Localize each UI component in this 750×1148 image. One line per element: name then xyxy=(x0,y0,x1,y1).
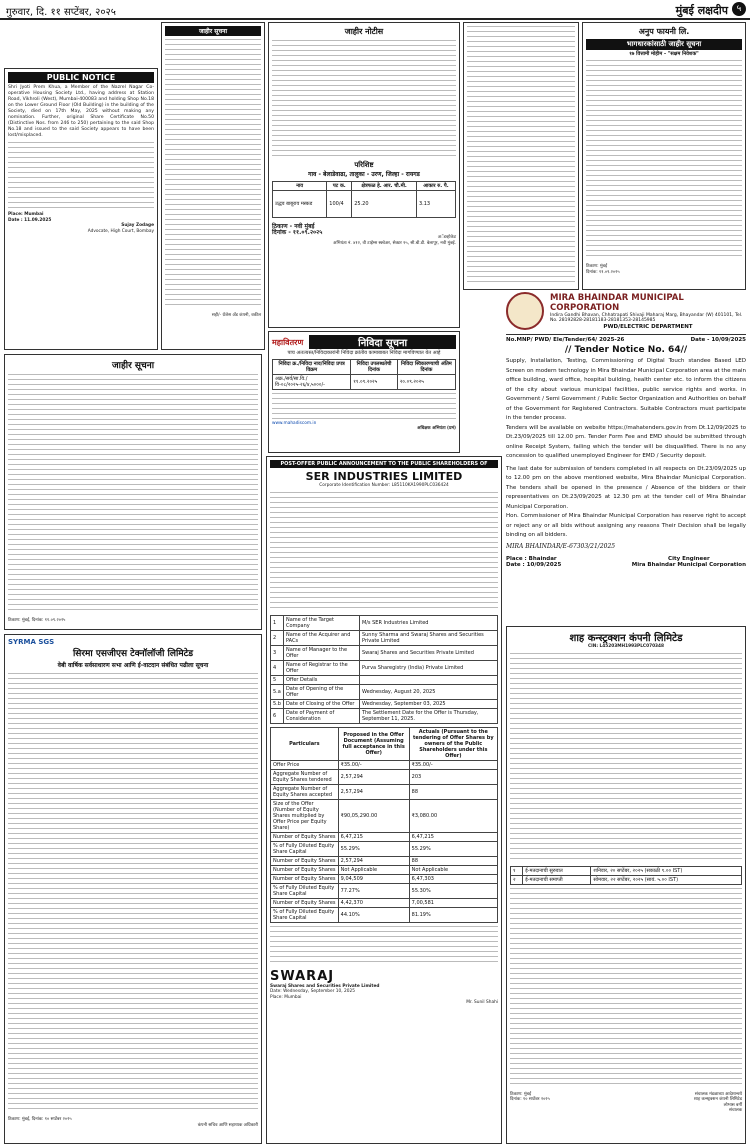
table-header: क्षेत्रफळ हे. आर. चौ.मी. xyxy=(352,182,417,191)
table-cell: उद्धव बाबूराव मस्कड xyxy=(273,191,327,218)
ser-band: POST-OFFER PUBLIC ANNOUNCEMENT TO THE PUBLIC SHAREHOLDERS OF xyxy=(270,460,498,468)
table-cell: 5.a xyxy=(271,684,284,699)
table-cell: The Settlement Date for the Offer is Thursday, September 11, 2025. xyxy=(359,708,497,723)
anup-title: भागधारकांसाठी जाहीर सूचना xyxy=(586,39,742,50)
swaraj-name: Swaraj Shares and Securities Private Limited xyxy=(270,983,380,989)
table-cell: Number of Equity Shares xyxy=(271,898,339,907)
table-row xyxy=(271,907,498,922)
table-cell: Name of the Acquirer and PACs xyxy=(283,630,359,645)
table-cell: ११.०९.२०२५ xyxy=(351,374,398,389)
table-cell: Name of the Target Company xyxy=(283,615,359,630)
jahir-title: जाहीर सूचना xyxy=(111,361,155,371)
mbmc-body2: Tenders will be available on website https://mahatenders.gov.in from Dt.12/09/2025 to Dt.23/09/2025 till 12.00 pm. Tender Form Fee and EMD should be submitted through online Receipt System, failing which the tender will be disqualified. There is no any concession to qualified unemployed Engineer for EMD / Security deposit. xyxy=(506,424,746,459)
mbmc-signer: City Engineer xyxy=(668,555,710,562)
notice-date: Date : 11.09.2025 xyxy=(8,217,52,223)
table-cell: Sunny Sharma and Swaraj Shares and Securities Private Limited xyxy=(359,630,497,645)
page-header xyxy=(0,0,750,20)
ser-table xyxy=(270,615,498,724)
mahavitaran-website[interactable]: www.mahadiscom.in xyxy=(272,420,317,426)
shah-signer-name: लोभास बर्गी xyxy=(723,1102,742,1108)
shah-signer: संचालक मंडळाच्या आदेशान्वये xyxy=(694,1091,742,1097)
table-cell: 2,57,294 xyxy=(338,769,409,784)
table-cell: Number of Equity Shares xyxy=(271,865,339,874)
table-cell: 55.30% xyxy=(409,883,497,898)
table-row xyxy=(271,615,498,630)
table-row xyxy=(271,630,498,645)
ser-industries xyxy=(266,456,502,1144)
marathi-notice-subhead: परिशिष्ट xyxy=(354,161,374,169)
table-cell: % of Fully Diluted Equity Share Capital xyxy=(271,907,339,922)
syrma-subtitle: वेबी वार्षिक सर्वसाधारण सभा आणि ई-वाटदान संबंधित पढीला सूचना xyxy=(57,662,209,669)
table-cell xyxy=(359,675,497,684)
table-cell: Date of Payment of Consideration xyxy=(283,708,359,723)
table-row xyxy=(271,645,498,660)
table-cell: Wednesday, September 03, 2025 xyxy=(359,699,497,708)
shah-signer-role: संचालक xyxy=(729,1108,742,1114)
table-header: नाव xyxy=(273,182,327,191)
mahavitaran-tender xyxy=(268,331,460,453)
shah-signer-org: शाह कन्स्ट्रक्शन कंपनी लिमिटेड xyxy=(693,1097,742,1103)
mbmc-notice: // Tender Notice No. 64// xyxy=(564,345,688,355)
table-row xyxy=(271,684,498,699)
table-cell: Not Applicable xyxy=(409,865,497,874)
table-cell: Offer Price xyxy=(271,760,339,769)
ser-date: Date: Wednesday, September 10, 2025 xyxy=(270,989,355,995)
table-row xyxy=(271,708,498,723)
mahavitaran-table xyxy=(272,359,456,390)
table-cell: Name of Registrar to the Offer xyxy=(283,660,359,675)
table-cell: 5 xyxy=(271,675,284,684)
table-cell: 77.27% xyxy=(338,883,409,898)
table-cell: 6,47,303 xyxy=(409,874,497,883)
table-cell: 6,47,215 xyxy=(338,832,409,841)
table-cell: 55.29% xyxy=(409,841,497,856)
notice-signer-role: Advocate, High Court, Bombay xyxy=(87,228,154,234)
table-header: पट क. xyxy=(327,182,352,191)
marathi-notice xyxy=(268,22,460,328)
table-cell: Size of the Offer (Number of Equity Shares multiplied by Offer Price per Equity Share) xyxy=(271,799,339,832)
anup-company: अनुप फायनी लि. xyxy=(638,27,690,36)
mahavitaran-logo: महावितरण xyxy=(272,337,304,347)
table-cell: 203 xyxy=(409,769,497,784)
small-notice-col xyxy=(161,22,265,350)
mbmc-dt: Date : 10/09/2025 xyxy=(506,561,562,568)
table-cell: ₹35.00/- xyxy=(338,760,409,769)
table-header: निविदा क्र./निविदा नाव/निविदा प्रपत्र विक्रम xyxy=(273,359,351,374)
mbmc-name: MIRA BHAINDAR MUNICIPAL CORPORATION xyxy=(550,292,684,313)
public-notice xyxy=(4,68,158,350)
syrma-logo: SYRMA SGS xyxy=(8,638,55,646)
table-header: आकार रु. पै. xyxy=(416,182,455,191)
table-cell: 6,47,215 xyxy=(409,832,497,841)
syrma-signer: कंपनी सचिव आणि सहाय्यक अधिकारी xyxy=(197,1122,258,1128)
ser-signer: Mr. Sunil Shahi xyxy=(466,1000,498,1006)
mahavitaran-signer: अधिक्षक अभियंता (प्रमं) xyxy=(417,426,456,432)
syrma-notice xyxy=(4,634,262,1144)
table-row xyxy=(271,832,498,841)
table-row xyxy=(511,866,742,875)
jahir-date: ठिकाण: मुंबई, दिनांक: ११.०९.२०२५ xyxy=(8,618,66,623)
table-cell: 88 xyxy=(409,784,497,799)
marathi-notice-village: गाव - बेलाडेवाढा, तालुका - उरण, जिल्हा - रायगड xyxy=(308,171,420,178)
mbmc-body3: The last date for submission of tenders completed in all respects on Dt.23/09/2025 up to 12.00 pm on the above mentioned website, Mira Bhaindar Municipal Corporation. The tenders shall be opened in the presence / Absence of the bidders or their representatives on Dt.23/09/2025 at 12.30 pm at the tender cell of Mira Bhaindar Municipal Corporation. xyxy=(506,465,746,510)
marathi-notice-place: ठिकाण - नवी मुंबई xyxy=(272,223,315,230)
mbmc-body1: Supply, Installation, Testing, Commissioning of Digital Touch standee Based LED Screen on modern technology in Mira Bhaindar Municipal Corporation area at the main office building, ward office, hospital building, health center etc. to inform the citizens of the city about various municipal facilities, public service rights and works. in Government / Semi Government / Public Sector Organization and Authorities on behalf of the Government for Registered Contractors. Suitable Contractors must participate in the tender process. xyxy=(506,358,746,421)
table-cell: ₹90,05,290.00 xyxy=(338,799,409,832)
table-cell: 4,42,370 xyxy=(338,898,409,907)
table-row xyxy=(271,874,498,883)
shah-cin: CIN: L45203MH1993PLC070348 xyxy=(587,644,665,649)
table-header: Particulars xyxy=(271,727,339,760)
syrma-date: ठिकाण: मुंबई, दिनांक: १० सप्टेंबर २०२५ xyxy=(8,1117,72,1122)
table-cell: Swaraj Shares and Securities Private Limited xyxy=(359,645,497,660)
table-cell: अक्र./सर्व/सा.वि./वि-०८/२०२५-२६/४,५०००/- xyxy=(273,374,351,389)
notice-place: Place: Mumbai xyxy=(8,212,44,217)
table-cell: 9,04,509 xyxy=(338,874,409,883)
table-row xyxy=(271,865,498,874)
table-cell: 1 xyxy=(271,615,284,630)
shah-table xyxy=(510,866,742,885)
table-cell: 2 xyxy=(271,630,284,645)
mbmc-ref: MIRA BHAINDAR/E-67303/21/2025 xyxy=(506,542,616,550)
table-cell: 44.10% xyxy=(338,907,409,922)
anup-notice xyxy=(582,22,746,290)
table-cell: Offer Details xyxy=(283,675,359,684)
table-cell: 2,57,294 xyxy=(338,856,409,865)
ser-company: SER INDUSTRIES LIMITED xyxy=(305,470,463,483)
table-row xyxy=(271,799,498,832)
table-cell: 3.13 xyxy=(416,191,455,218)
shah-notice xyxy=(506,626,746,1144)
shah-date: दिनांक: १० सप्टेंबर २०२५ xyxy=(510,1097,550,1103)
table-cell: Purva Sharegistry (India) Private Limited xyxy=(359,660,497,675)
ser-place: Place: Mumbai xyxy=(270,994,302,1000)
swaraj-logo: SWARAJ xyxy=(270,968,335,984)
table-cell: Not Applicable xyxy=(338,865,409,874)
table-cell: Aggregate Number of Equity Shares tendered xyxy=(271,769,339,784)
table-cell: % of Fully Diluted Equity Share Capital xyxy=(271,883,339,898)
newspaper-title: मुंबई लक्षदीप xyxy=(675,4,728,17)
marathi-notice-date: दिनांक - ११.०९.२०२५ xyxy=(272,228,323,236)
mbmc-tender xyxy=(506,292,746,622)
table-cell: Wednesday, August 20, 2025 xyxy=(359,684,497,699)
table-cell: Number of Equity Shares xyxy=(271,856,339,865)
table-cell: Name of Manager to the Offer xyxy=(283,645,359,660)
marathi-notice-table xyxy=(272,181,456,218)
table-row xyxy=(271,699,498,708)
table-row xyxy=(271,883,498,898)
table-row xyxy=(273,191,456,218)
notice-body: Shri Jyoti Prem Khua, a Member of the Nazrel Nagar Co-operative Housing Society Ltd., having address at Station Road, Vikhroli (West), Mumbai-400083 and holding Shop No.18 on the Lower Ground Floor (Old Building) in the building of the Society, died on 17th May, 2025 without making any nomination. Further, original Share Certificate No.50 (Distinctive Nos. from 246 to 250) pertaining to the said Shop No.18 and issued to the said Society appears to have been lost/misplaced. xyxy=(8,85,154,138)
table-row xyxy=(271,675,498,684)
table-cell: Number of Equity Shares xyxy=(271,874,339,883)
table-row xyxy=(271,760,498,769)
table-cell: % of Fully Diluted Equity Share Capital xyxy=(271,841,339,856)
table-cell: M/s SER Industries Limited xyxy=(359,615,497,630)
table-row xyxy=(271,856,498,865)
mbmc-no: No.MNP/ PWD/ Ele/Tender/64/ 2025-26 xyxy=(506,337,625,343)
header-date: गुरुवार, दि. ११ सप्टेंबर, २०२५ xyxy=(6,7,116,18)
marathi-notice-address: अभियंता नं. ४१२, वी टाईम्स स्क्वेअर, सेक्टर १५, सी.बी.डी. बेलापूर, नवी मुंबई. xyxy=(333,240,456,246)
table-cell: १ xyxy=(511,866,523,875)
table-header: Proposed in the Offer Document (Assuming full acceptance in this Offer) xyxy=(338,727,409,760)
anup-subtitle: १७ वित्तामी मोहीम - "सक्षम निवेशक" xyxy=(629,51,699,57)
table-row xyxy=(511,875,742,884)
mbmc-dept: PWD/ELECTRIC DEPARTMENT xyxy=(603,323,693,330)
marathi-notice-signer: अॅडव्होकेट xyxy=(437,235,456,241)
mbmc-logo xyxy=(506,292,544,330)
table-cell: सोमवार, २२ सप्टेंबर, २०२५ (सायं. ५.०० IST) xyxy=(591,875,742,884)
syrma-company: सिरमा एसजीएस टेक्नॉलॉजी लिमिटेड xyxy=(72,649,194,659)
mbmc-signer-org: Mira Bhaindar Municipal Corporation xyxy=(631,561,746,568)
table-header: निविदा उपलब्धतेची दिनांक xyxy=(351,359,398,374)
table-cell: 6 xyxy=(271,708,284,723)
table-cell: 81.19% xyxy=(409,907,497,922)
page-number: ५ xyxy=(732,2,746,16)
table-cell: Date of Closing of the Offer xyxy=(283,699,359,708)
table-cell: ₹35.00/- xyxy=(409,760,497,769)
anup-place: ठिकाण: मुंबई xyxy=(586,264,608,269)
table-header: निविदा स्विकारण्याची अंतिम दिनांक xyxy=(397,359,455,374)
table-cell: 100/4 xyxy=(327,191,352,218)
mbmc-date: Date - 10/09/2025 xyxy=(690,337,746,343)
ser-cin: Corporate Identification Number: L85110KA1990PLC036424 xyxy=(319,483,449,488)
anup-date: दिनांक: ११.०९.२०२५ xyxy=(586,269,620,275)
jahir-suchana xyxy=(4,354,262,630)
table-cell: 55.29% xyxy=(338,841,409,856)
table-cell: 7,00,581 xyxy=(409,898,497,907)
small-notice-signer: सही/- ग्रॅजेस अँड कंपनी, वकील xyxy=(211,313,261,318)
shah-company: शाह कन्स्ट्रक्शन कंपनी लिमिटेड xyxy=(569,633,683,644)
table-cell: 5.b xyxy=(271,699,284,708)
table-cell: Number of Equity Shares xyxy=(271,832,339,841)
notice-signer: Sujay Zodage xyxy=(121,223,154,229)
table-cell: ई-मतदानाची समाप्ती xyxy=(523,875,591,884)
table-row xyxy=(271,769,498,784)
table-cell: ई-मतदानाची सुरुवात xyxy=(523,866,591,875)
table-row xyxy=(271,784,498,799)
mahavitaran-title: निविदा सूचना xyxy=(309,335,456,349)
table-cell: 2,57,294 xyxy=(338,784,409,799)
table-header: Actuals (Pursuant to the tendering of Offer Shares by owners of the Public Shareholders under this Offer) xyxy=(409,727,497,760)
table-cell: 4 xyxy=(271,660,284,675)
table-row xyxy=(273,374,456,389)
table-cell: २ xyxy=(511,875,523,884)
notice-title: PUBLIC NOTICE xyxy=(8,72,154,83)
table-cell: ₹3,080.00 xyxy=(409,799,497,832)
mbmc-place: Place : Bhaindar xyxy=(506,555,557,562)
table-cell: 3 xyxy=(271,645,284,660)
mbmc-address: Indira Gandhi Bhavan, Chhatrapati Shivaji Maharaj Marg, Bhayandar (W) 401101, Tel. No. 28192828-28181183-28181353-28145985 xyxy=(550,312,743,323)
table-cell: 25.20 xyxy=(352,191,417,218)
mbmc-body4: Hon. Commissioner of Mira Bhaindar Municipal Corporation has reserve right to accept or reject any or all bids without assigning any reasons Their Decision shall be legally binding on all bidders. xyxy=(506,513,746,538)
table-cell: 88 xyxy=(409,856,497,865)
small-notice-title: जाहीर सूचना xyxy=(165,26,261,36)
table-row xyxy=(271,660,498,675)
table-row xyxy=(271,841,498,856)
ser-details-table xyxy=(270,727,498,923)
mahavitaran-subtitle: पाच अतःत्यस्त/निविदाकारांनी निविदा क्रांतीय कामाबाबत निविदा मागविण्यात येत आहे xyxy=(287,350,441,356)
table-cell: शनिवार, २० सप्टेंबर, २०२५ (सकाळी ९.०० IST) xyxy=(591,866,742,875)
table-row xyxy=(271,898,498,907)
marathi-notice-title: जाहीर नोटीस xyxy=(344,27,384,36)
shah-place: ठिकाण: मुंबई xyxy=(510,1091,532,1097)
table-cell: Aggregate Number of Equity Shares accepted xyxy=(271,784,339,799)
table-cell: Date of Opening of the Offer xyxy=(283,684,359,699)
notice-col-2 xyxy=(463,22,579,290)
table-cell: २०.०९.२०२५ xyxy=(397,374,455,389)
